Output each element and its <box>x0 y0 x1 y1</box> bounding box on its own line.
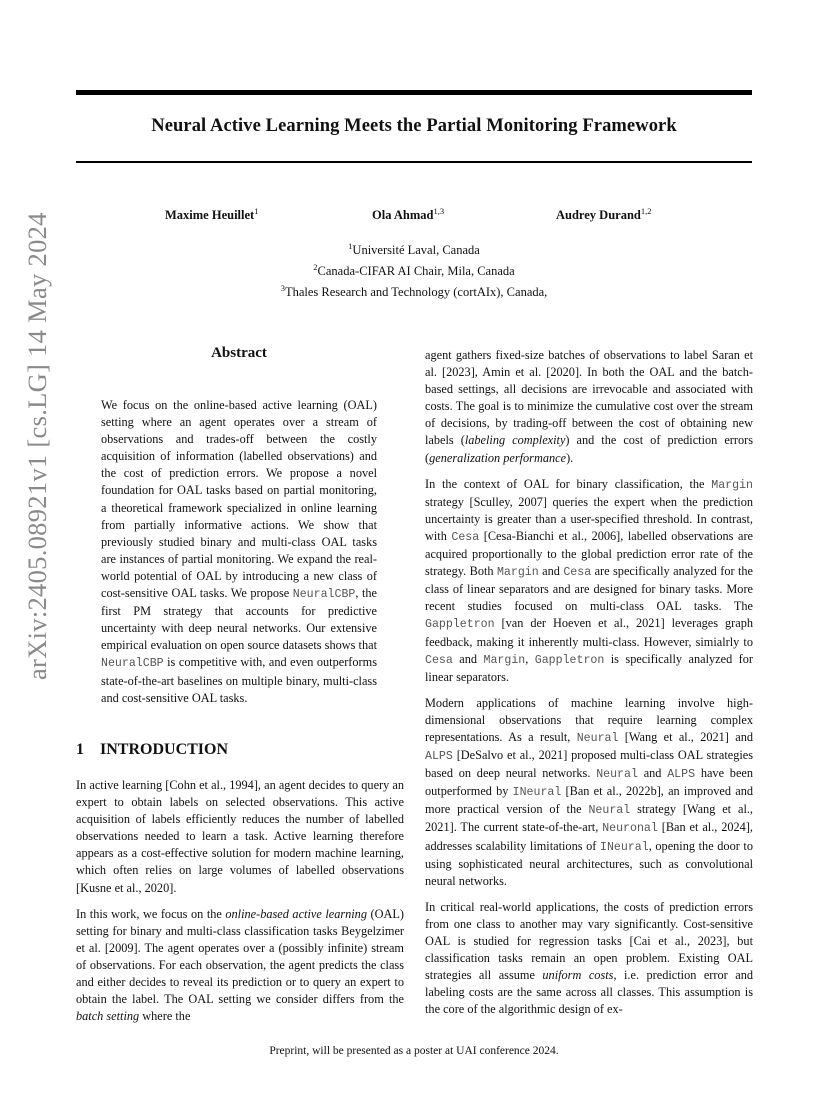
code-gappletron: Gappletron <box>425 618 495 632</box>
paper-title: Neural Active Learning Meets the Partial Monitoring Framework <box>151 116 677 136</box>
code-alps: ALPS <box>425 750 453 764</box>
code-cesa: Cesa <box>451 530 480 544</box>
abstract-heading: Abstract <box>211 345 267 361</box>
section-heading <box>76 741 228 759</box>
right-column-body <box>425 347 753 1027</box>
author-affil-sup: 1,2 <box>640 206 652 216</box>
section-title: INTRODUCTION <box>100 741 229 758</box>
code-neural: Neural <box>596 768 638 782</box>
title-rule-top <box>76 90 752 95</box>
author-name: Ola Ahmad <box>372 208 434 223</box>
author-2 <box>372 206 444 223</box>
author-name: Audrey Durand <box>556 208 641 223</box>
abstract-body: We focus on the online-based active learning (OAL) setting where an agent operates over a stream of observations and trades-off between the costly acquisition of information (labelled observations) and the cost of prediction errors. We propose a novel foundation for OAL tasks based on partial monitoring, a theoretical framework specialized in online learning from partially informative actions. We show that previously studied binary and multi-class OAL tasks are instances of partial monitoring. We expand the real-world potential of OAL by introducing a new class of cost-sensitive OAL tasks. We propose NeuralCBP, the first PM strategy that accounts for predictive uncertainty with deep neural networks. Our extensive empirical evaluation on open source datasets shows that NeuralCBP is competitive with, and even outperforms state-of-the-art baselines on multiple binary, multi-class and cost-sensitive OAL tasks. <box>101 398 377 705</box>
code-margin: Margin <box>711 478 753 492</box>
code-alps: ALPS <box>667 768 696 782</box>
author-affil-sup: 1 <box>254 206 259 216</box>
author-1 <box>165 206 258 223</box>
code-margin: Margin <box>483 653 526 667</box>
paragraph: In active learning [Cohn et al., 1994], an agent decides to query an expert to obtain labels on selected observations. This active acquisition of labels efficiently reduces the number of labelled observations needed to learn a task. Active learning therefore appears as a cost-effective solution for modern machine learning, which often relies on large volumes of labelled observations [Kusne et al., 2020]. <box>76 778 404 895</box>
left-column-body <box>76 777 404 1034</box>
paragraph: In the context of OAL for binary classification, the Margin strategy [Sculley, 2007] queries the expert when the prediction uncertainty is greater than a user-specified threshold. In contrast, with Cesa [Cesa-Bianchi et al., 2006], labelled observations are acquired proportionally to the global prediction error rate of the strategy. Both Margin and Cesa are specifically analyzed for the class of linear separators and are designed for binary tasks. More recent studies focused on multi-class OAL tasks. The Gappletron [van der Hoeven et al., 2021] leverages graph feedback, making it inherently multi-class. However, simialrly to Cesa and Margin, Gappletron is specifically analyzed for linear separators. <box>425 476 754 684</box>
author-3 <box>556 206 651 223</box>
code-ineural: INeural <box>600 840 649 854</box>
affiliation-3: $^3$Thales Research and Technology (cortAIx), Canada, <box>280 283 548 300</box>
affiliation-2: $^2$Canada-CIFAR AI Chair, Mila, Canada <box>313 262 515 279</box>
paragraph: Modern applications of machine learning involve high-dimensional observations that require learning complex representations. As a result, Neural [Wang et al., 2021] and ALPS [DeSalvo et al., 2021] proposed multi-class OAL strategies based on deep neural networks. Neural and ALPS have been outperformed by INeural [Ban et al., 2022b], an improved and more practical version of the Neural strategy [Wang et al., 2021]. The current state-of-the-art, Neuronal [Ban et al., 2024], addresses scalability limitations of INeural, opening the door to using sophisticated neural architectures, such as convolutional neural networks. <box>425 695 754 888</box>
author-affil-sup: 1,3 <box>433 206 445 216</box>
code-cesa: Cesa <box>563 566 592 580</box>
code-neuronal: Neuronal <box>602 822 658 836</box>
code-neuralcbp: NeuralCBP <box>101 657 164 671</box>
code-neural: Neural <box>576 731 619 745</box>
arxiv-identifier: arXiv:2405.08921v1 [cs.LG] 14 May 2024 <box>22 212 52 680</box>
page-footer: Preprint, will be presented as a poster at UAI conference 2024. <box>269 1045 559 1057</box>
code-neuralcbp: NeuralCBP <box>292 588 356 602</box>
code-gappletron: Gappletron <box>534 653 605 667</box>
paragraph: In this work, we focus on the online-based active learning (OAL) setting for binary and multi-class classification tasks Beygelzimer et al. [2009]. The agent operates over a (possibly infinite) stream of observations. For each observation, the agent predicts the class and either decides to reveal its prediction or to query an expert to obtain the label. The OAL setting we consider differs from the batch setting where the <box>76 906 404 1024</box>
affiliations <box>76 238 752 301</box>
paragraph: In critical real-world applications, the costs of prediction errors from one class to another may vary significantly. Cost-sensitive OAL is studied for regression tasks [Cai et al., 2023], but classification tasks remain an open problem. Existing OAL strategies all assume uniform costs, i.e. prediction error and labeling costs are the same across all classes. This assumption is the core of the algorithmic design of ex- <box>425 899 753 1017</box>
code-neural: Neural <box>588 804 631 818</box>
paragraph: agent gathers fixed-size batches of observations to label Saran et al. [2023], Amin et al. [2020]. In both the OAL and the batch-based settings, all decisions are irrevocable and associated with costs. The goal is to minimize the cumulative cost over the stream of decisions, by trading-off between the cost of obtaining new labels (labeling complexity) and the cost of prediction errors (generalization performance). <box>425 348 754 465</box>
code-margin: Margin <box>496 566 539 580</box>
section-number: 1 <box>76 741 84 758</box>
affiliation-1: $^1$Université Laval, Canada <box>348 241 480 258</box>
title-rule-bottom <box>76 161 752 163</box>
code-cesa: Cesa <box>425 653 453 667</box>
author-name: Maxime Heuillet <box>165 208 255 223</box>
code-ineural: INeural <box>512 786 562 800</box>
